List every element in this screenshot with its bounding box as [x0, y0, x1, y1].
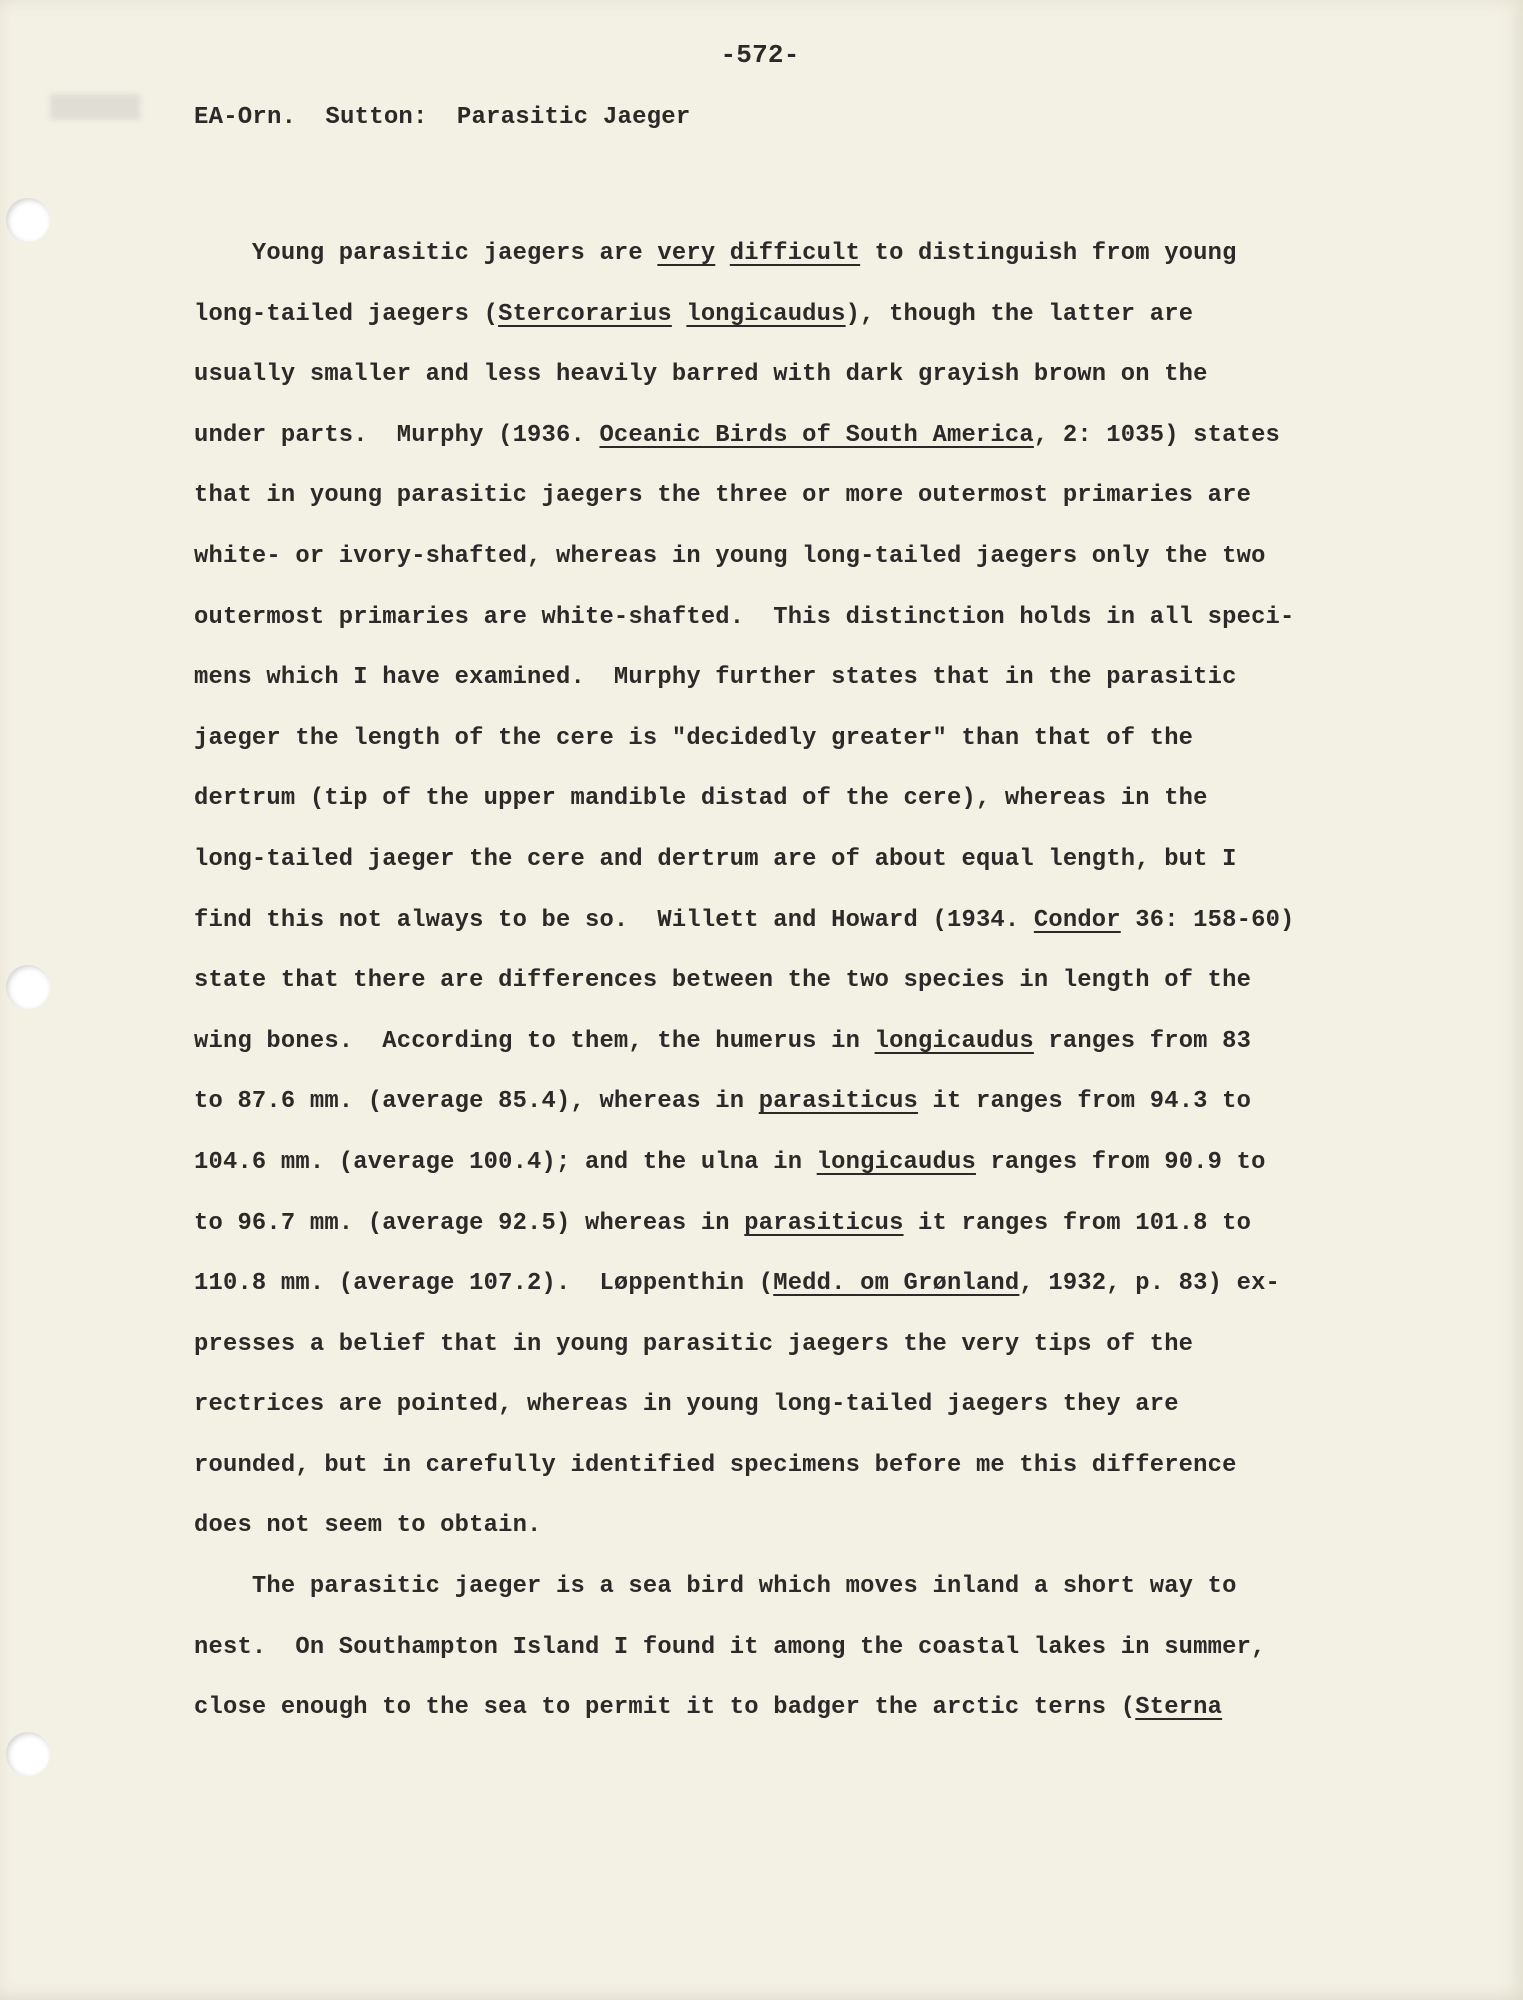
text-line	[194, 588, 1354, 649]
text-segment: white- or ivory-shafted, whereas in young long-tailed jaegers only the two	[194, 542, 1266, 570]
underlined-text: Condor	[1033, 906, 1121, 934]
text-line	[194, 527, 1354, 588]
text-segment: ranges from 90.9 to	[975, 1148, 1266, 1176]
text-segment: find this not always to be so. Willett and Howard (1934.	[194, 906, 1034, 934]
text-segment: 104.6 mm. (average 100.4); and the ulna in	[194, 1148, 817, 1176]
text-segment: outermost primaries are white-shafted. This distinction holds in all speci-	[194, 603, 1295, 631]
page-number: -572-	[720, 40, 800, 70]
text-segment: The parasitic jaeger is a sea bird which moves inland a short way to	[194, 1573, 1237, 1601]
text-segment: to 96.7 mm. (average 92.5) whereas in	[194, 1209, 745, 1237]
text-segment: wing bones. According to them, the humerus in	[194, 1027, 875, 1055]
text-segment: long-tailed jaeger the cere and dertrum are of about equal length, but I	[194, 845, 1237, 873]
text-line	[194, 1315, 1354, 1376]
text-line	[194, 769, 1354, 830]
text-segment: to distinguish from young	[860, 240, 1237, 267]
body-text	[194, 224, 1354, 1739]
text-segment: mens which I have examined. Murphy further states that in the parasitic	[194, 664, 1237, 692]
text-segment: nest. On Southampton Island I found it among the coastal lakes in summer,	[194, 1633, 1266, 1661]
underlined-text: Sterna	[1135, 1694, 1223, 1722]
text-segment: rectrices are pointed, whereas in young long-tailed jaegers they are	[194, 1391, 1179, 1419]
text-segment: rounded, but in carefully identified specimens before me this difference	[194, 1451, 1237, 1479]
text-line	[194, 951, 1354, 1012]
page-heading: EA-Orn. Sutton: Parasitic Jaeger	[194, 104, 691, 131]
text-line	[194, 1254, 1354, 1315]
punch-hole	[6, 198, 50, 242]
text-line	[194, 224, 1354, 285]
text-segment: that in young parasitic jaegers the three or more outermost primaries are	[194, 482, 1252, 510]
text-segment: jaeger the length of the cere is "decidedly greater" than that of the	[194, 724, 1194, 752]
text-line	[194, 1496, 1354, 1557]
text-segment: under parts. Murphy (1936.	[194, 421, 600, 449]
paragraph	[194, 224, 1354, 1557]
text-segment: presses a belief that in young parasitic jaegers the very tips of the	[194, 1330, 1194, 1358]
text-line	[194, 1557, 1354, 1618]
text-segment: it ranges from 101.8 to	[903, 1209, 1252, 1237]
text-line	[194, 345, 1354, 406]
underlined-text: longicaudus	[874, 1027, 1034, 1055]
text-segment: , 2: 1035) states	[1033, 421, 1281, 449]
ink-smudge	[50, 94, 140, 120]
underlined-text: parasiticus	[758, 1088, 919, 1116]
text-segment: state that there are differences between the two species in length of the	[194, 967, 1252, 995]
text-segment	[715, 240, 729, 267]
text-line	[194, 1436, 1354, 1497]
text-segment: ), though the latter are	[845, 300, 1194, 328]
paragraph	[194, 1557, 1354, 1739]
text-segment: Young parasitic jaegers are	[194, 240, 658, 267]
underlined-text: Oceanic Birds of South America	[599, 421, 1034, 449]
punch-hole	[6, 1732, 50, 1776]
text-segment: 110.8 mm. (average 107.2). Løppenthin (	[194, 1270, 774, 1298]
underlined-text: longicaudus	[816, 1148, 976, 1176]
text-line	[194, 285, 1354, 346]
text-line	[194, 891, 1354, 952]
text-line	[194, 1012, 1354, 1073]
text-line	[194, 1194, 1354, 1255]
text-line	[194, 406, 1354, 467]
text-line	[194, 1678, 1354, 1739]
text-segment: ranges from 83	[1033, 1027, 1252, 1055]
text-segment: 36: 158-60)	[1120, 906, 1295, 934]
text-segment: to 87.6 mm. (average 85.4), whereas in	[194, 1088, 759, 1116]
text-line	[194, 648, 1354, 709]
punch-hole	[6, 965, 50, 1009]
text-line	[194, 1133, 1354, 1194]
text-segment: close enough to the sea to permit it to badger the arctic terns (	[194, 1694, 1136, 1722]
underlined-text: very	[657, 240, 716, 267]
text-line	[194, 1618, 1354, 1679]
text-line	[194, 466, 1354, 527]
text-segment: dertrum (tip of the upper mandible distad of the cere), whereas in the	[194, 785, 1208, 813]
text-segment: it ranges from 94.3 to	[918, 1088, 1252, 1116]
underlined-text: Stercorarius	[498, 300, 672, 328]
text-line	[194, 1375, 1354, 1436]
underlined-text: longicaudus	[686, 300, 846, 328]
text-line	[194, 709, 1354, 770]
underlined-text: parasiticus	[744, 1209, 904, 1237]
text-segment: usually smaller and less heavily barred with dark grayish brown on the	[194, 361, 1208, 389]
underlined-text: difficult	[729, 240, 861, 267]
text-segment: does not seem to obtain.	[194, 1512, 542, 1540]
text-line	[194, 830, 1354, 891]
underlined-text: Medd. om Grønland	[773, 1270, 1020, 1298]
text-segment: , 1932, p. 83) ex-	[1019, 1270, 1281, 1298]
text-segment: long-tailed jaegers (	[194, 300, 499, 328]
text-line	[194, 1072, 1354, 1133]
text-segment	[672, 301, 686, 328]
